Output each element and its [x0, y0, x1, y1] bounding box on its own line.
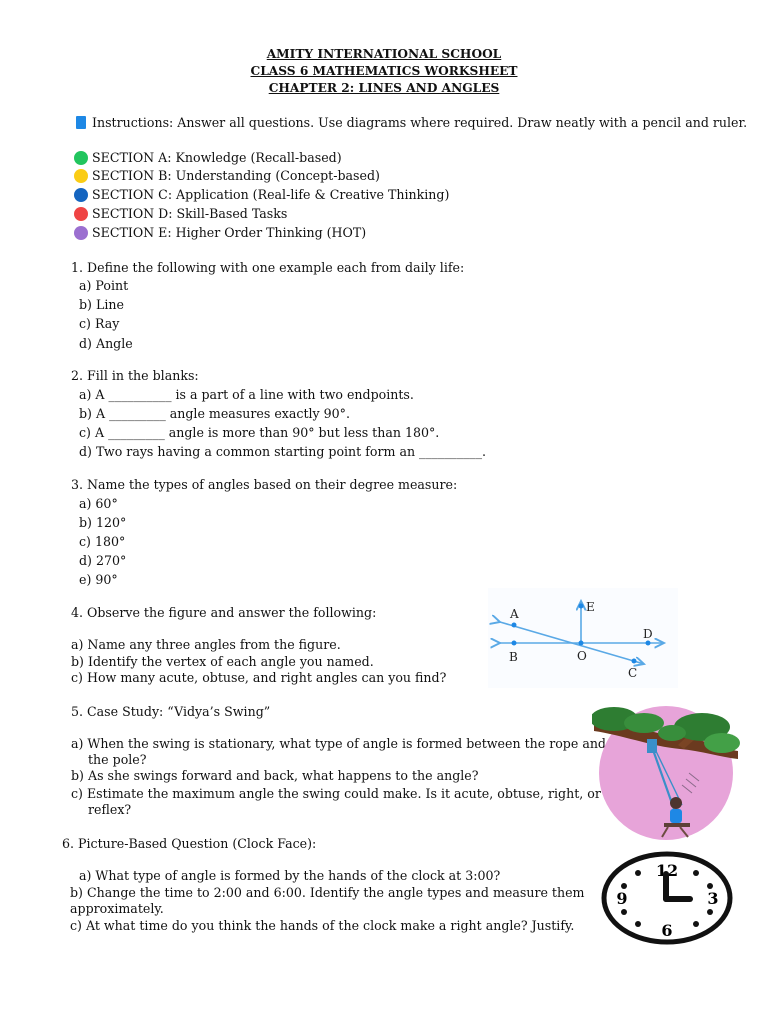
q3-item: a) 60° — [79, 496, 118, 511]
worksheet-title: CLASS 6 MATHEMATICS WORKSHEET — [250, 64, 518, 78]
section-d-label: SECTION D: Skill-Based Tasks — [92, 206, 288, 221]
angle-figure — [488, 588, 678, 688]
blue-square-icon — [76, 116, 86, 129]
section-b-label: SECTION B: Understanding (Concept-based) — [92, 168, 380, 183]
q4-item: c) How many acute, obtuse, and right angles can you find? — [71, 670, 447, 685]
swing-illustration — [592, 705, 742, 845]
clock-number-12: 12 — [655, 861, 679, 880]
q3-item: d) 270° — [79, 553, 127, 568]
label-b: B — [509, 650, 518, 664]
label-e: E — [586, 600, 595, 614]
point-o — [579, 641, 584, 646]
q4-title: 4. Observe the figure and answer the following: — [71, 605, 377, 620]
point-b — [512, 641, 517, 646]
q5-item-cont: the pole? — [88, 752, 147, 767]
point-e — [579, 604, 584, 609]
purple-circle-icon — [74, 226, 88, 240]
q3-title: 3. Name the types of angles based on their degree measure: — [71, 477, 458, 492]
q6-item-cont: approximately. — [70, 901, 164, 916]
green-circle-icon — [74, 151, 88, 165]
q1-item: a) Point — [79, 278, 129, 293]
q5-title: 5. Case Study: “Vidya’s Swing” — [71, 704, 271, 719]
q6-item: b) Change the time to 2:00 and 6:00. Identify the angle types and measure them — [70, 885, 585, 900]
q4-item: a) Name any three angles from the figure. — [71, 637, 341, 652]
section-c-label: SECTION C: Application (Real-life & Creative Thinking) — [92, 187, 450, 202]
q5-item: a) When the swing is stationary, what type of angle is formed between the rope and — [71, 736, 606, 751]
label-d: D — [643, 627, 653, 641]
q4-item: b) Identify the vertex of each angle you named. — [71, 654, 374, 669]
label-o: O — [577, 649, 587, 663]
section-e-label: SECTION E: Higher Order Thinking (HOT) — [92, 225, 367, 240]
clock-number-9: 9 — [616, 889, 628, 908]
school-name: AMITY INTERNATIONAL SCHOOL — [266, 47, 502, 61]
yellow-circle-icon — [74, 169, 88, 183]
q6-item: a) What type of angle is formed by the hands of the clock at 3:00? — [79, 868, 501, 883]
clock-number-3: 3 — [707, 889, 719, 908]
q5-item-cont: reflex? — [88, 802, 132, 817]
section-a-label: SECTION A: Knowledge (Recall-based) — [92, 150, 342, 165]
q2-item: d) Two rays having a common starting point form an __________. — [79, 444, 487, 459]
point-a — [512, 623, 517, 628]
q3-item: e) 90° — [79, 572, 118, 587]
q1-item: d) Angle — [79, 336, 133, 351]
red-circle-icon — [74, 207, 88, 221]
q5-item: c) Estimate the maximum angle the swing could make. Is it acute, obtuse, right, or — [71, 786, 601, 801]
q5-item: b) As she swings forward and back, what happens to the angle? — [71, 768, 479, 783]
q2-title: 2. Fill in the blanks: — [71, 368, 199, 383]
q2-item: b) A _________ angle measures exactly 90°. — [79, 406, 350, 421]
q1-title: 1. Define the following with one example each from daily life: — [71, 260, 465, 275]
q2-item: c) A _________ angle is more than 90° but less than 180°. — [79, 425, 440, 440]
clock-number-6: 6 — [661, 921, 673, 940]
q3-item: c) 180° — [79, 534, 126, 549]
q6-item: c) At what time do you think the hands of the clock make a right angle? Justify. — [70, 918, 575, 933]
chapter-title: CHAPTER 2: LINES AND ANGLES — [268, 81, 500, 95]
q3-item: b) 120° — [79, 515, 127, 530]
q1-item: b) Line — [79, 297, 124, 312]
label-c: C — [628, 666, 638, 680]
point-d — [646, 641, 651, 646]
point-c — [632, 659, 637, 664]
blue-circle-icon — [74, 188, 88, 202]
q6-title: 6. Picture-Based Question (Clock Face): — [62, 836, 317, 851]
clock-face — [600, 850, 734, 946]
label-a: A — [510, 607, 519, 621]
instructions-text: Instructions: Answer all questions. Use diagrams where required. Draw neatly with a pencil and ruler. — [92, 115, 748, 130]
q1-item: c) Ray — [79, 316, 120, 331]
q2-item: a) A __________ is a part of a line with two endpoints. — [79, 387, 414, 402]
